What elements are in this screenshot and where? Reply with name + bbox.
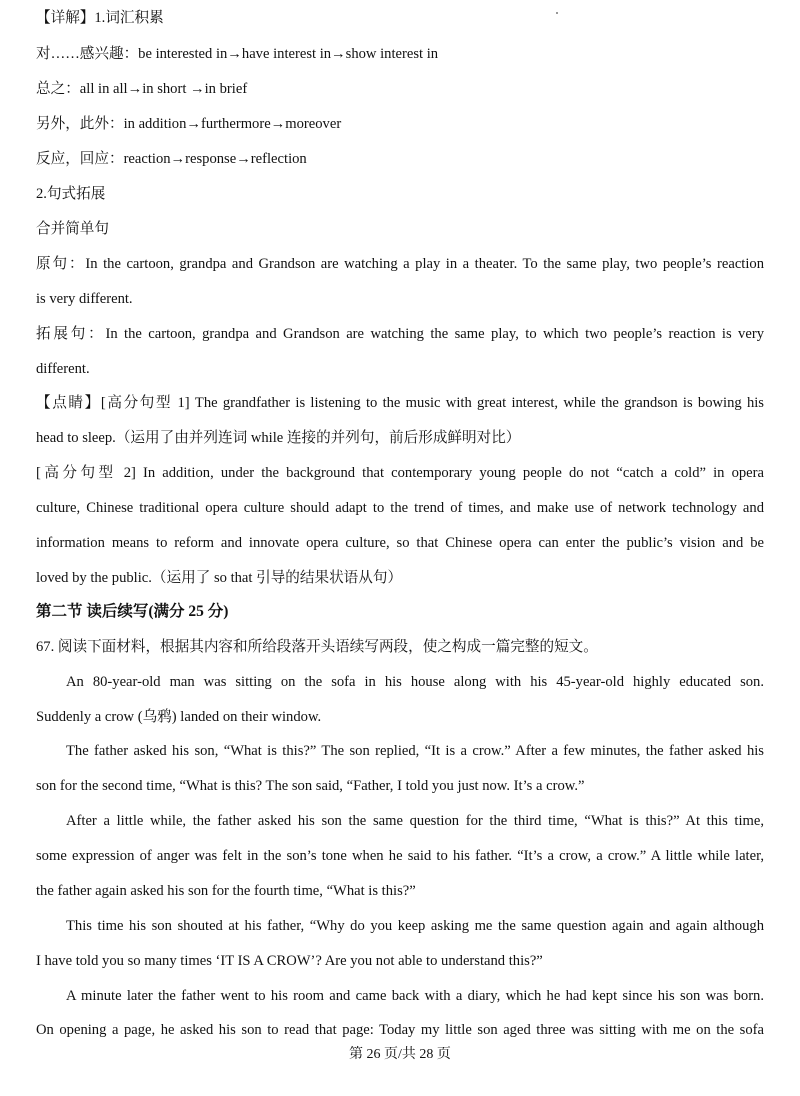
- expanded-sentence-line-2: different.: [36, 361, 90, 377]
- passage-p3-line-1: After a little while, the father asked his son the same question for the third time, “What is this?” At this time,: [66, 813, 764, 829]
- passage-p1-line-2: Suddenly a crow (乌鸦) landed on their window.: [36, 709, 322, 725]
- tip-line-6: loved by the public.（运用了 so that 引导的结果状语从句）: [36, 570, 403, 586]
- tip-line-1: 【点睛】[高分句型 1] The grandfather is listening to the music with great interest, while the grandson is bowing his: [36, 395, 764, 411]
- vocab-line-4: 反应，回应：reaction→response→reflection: [36, 151, 307, 167]
- passage-p5-line-2: On opening a page, he asked his son to read that page: Today my little son aged three was sitting with me on the sofa: [36, 1022, 764, 1038]
- tip-line-5: information means to reform and innovate opera culture, so that Chinese opera can enter the public’s vision and be: [36, 535, 764, 551]
- original-sentence-line-2: is very different.: [36, 291, 133, 307]
- passage-p4-line-1: This time his son shouted at his father, “Why do you keep asking me the same question again and again although: [66, 918, 764, 934]
- vocab-line-3: 另外，此外：in addition→furthermore→moreover: [36, 116, 342, 132]
- tip-line-4: culture, Chinese traditional opera culture should adapt to the trend of times, and make use of network technology and: [36, 500, 764, 516]
- passage-p2-line-2: son for the second time, “What is this? The son said, “Father, I told you just now. It’s a crow.”: [36, 778, 585, 794]
- passage-p2-line-1: The father asked his son, “What is this?” The son replied, “It is a crow.” After a few minutes, the father asked his: [66, 743, 764, 759]
- original-sentence-line-1: 原句：In the cartoon, grandpa and Grandson are watching a play in a theater. To the same play, two people’s reaction: [36, 256, 764, 272]
- tip-line-2: head to sleep.（运用了由并列连词 while 连接的并列句，前后形成鲜明对比）: [36, 430, 521, 446]
- passage-p1-line-1: An 80-year-old man was sitting on the sofa in his house along with his 45-year-old highly educated son.: [66, 674, 764, 690]
- passage-p4-line-2: I have told you so many times ‘IT IS A CROW’? Are you not able to understand this?”: [36, 953, 543, 969]
- answer-heading: 【详解】1.词汇积累: [36, 10, 164, 26]
- expanded-sentence-line-1: 拓展句：In the cartoon, grandpa and Grandson are watching the same play, to which two people’s reaction is very: [36, 326, 764, 342]
- vocab-line-1: 对……感兴趣：be interested in→have interest in→show interest in: [36, 46, 439, 62]
- sentence-heading: 2.句式拓展: [36, 186, 106, 202]
- section-heading: 第二节 读后续写(满分 25 分): [36, 603, 229, 620]
- question-instruction: 67. 阅读下面材料，根据其内容和所给段落开头语续写两段，使之构成一篇完整的短文。: [36, 639, 598, 655]
- passage-p3-line-2: some expression of anger was felt in the son’s tone when he said to his father. “It’s a crow, a crow.” A little while later,: [36, 848, 764, 864]
- sentence-subheading: 合并简单句: [36, 221, 109, 237]
- passage-p5-line-1: A minute later the father went to his room and came back with a diary, which he had kept since his son was born.: [66, 988, 764, 1004]
- passage-p3-line-3: the father again asked his son for the fourth time, “What is this?”: [36, 883, 416, 899]
- vocab-line-2: 总之：all in all→in short →in brief: [36, 81, 248, 97]
- page-number-footer: 第 26 页/共 28 页: [349, 1047, 451, 1062]
- tip-line-3: [高分句型 2] In addition, under the background that contemporary young people do not “catch a cold” in opera: [36, 465, 764, 481]
